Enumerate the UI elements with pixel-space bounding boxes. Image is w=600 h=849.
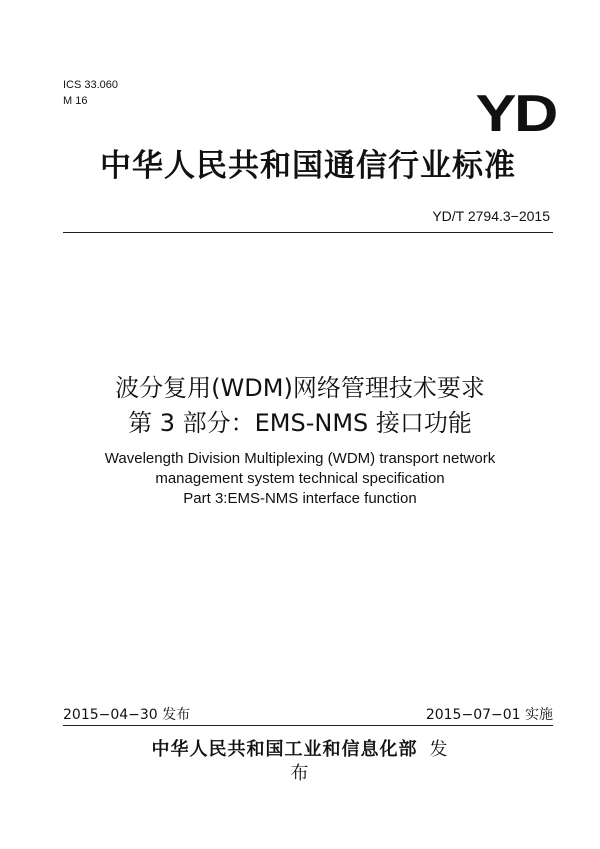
issuer bbox=[140, 738, 460, 786]
title-en-line1: Wavelength Division Multiplexing (WDM) transport network bbox=[104, 450, 496, 467]
top-divider bbox=[63, 232, 553, 233]
bottom-divider bbox=[63, 725, 553, 726]
title-cn-line1: 波分复用(WDM)网络管理技术要求 bbox=[115, 374, 485, 402]
issuer-name: 中华人民共和国工业和信息化部 bbox=[151, 739, 418, 760]
yd-logo: YD bbox=[475, 85, 556, 143]
implement-date: 2015−07−01 实施 bbox=[425, 707, 553, 723]
standard-number: YD/T 2794.3−2015 bbox=[432, 208, 550, 224]
title-en-line2: management system technical specification bbox=[155, 470, 445, 487]
title-en-line3: Part 3:EMS-NMS interface function bbox=[183, 490, 417, 507]
issuer-suffix: 发 布 bbox=[290, 739, 449, 784]
title-cn-line2: 第 3 部分：EMS-NMS 接口功能 bbox=[128, 409, 472, 437]
publish-date: 2015−04−30 发布 bbox=[63, 707, 191, 723]
standard-title: 中华人民共和国通信行业标准 bbox=[100, 148, 516, 184]
ics-code: ICS 33.060 bbox=[63, 79, 119, 91]
category-code: M 16 bbox=[63, 95, 88, 107]
